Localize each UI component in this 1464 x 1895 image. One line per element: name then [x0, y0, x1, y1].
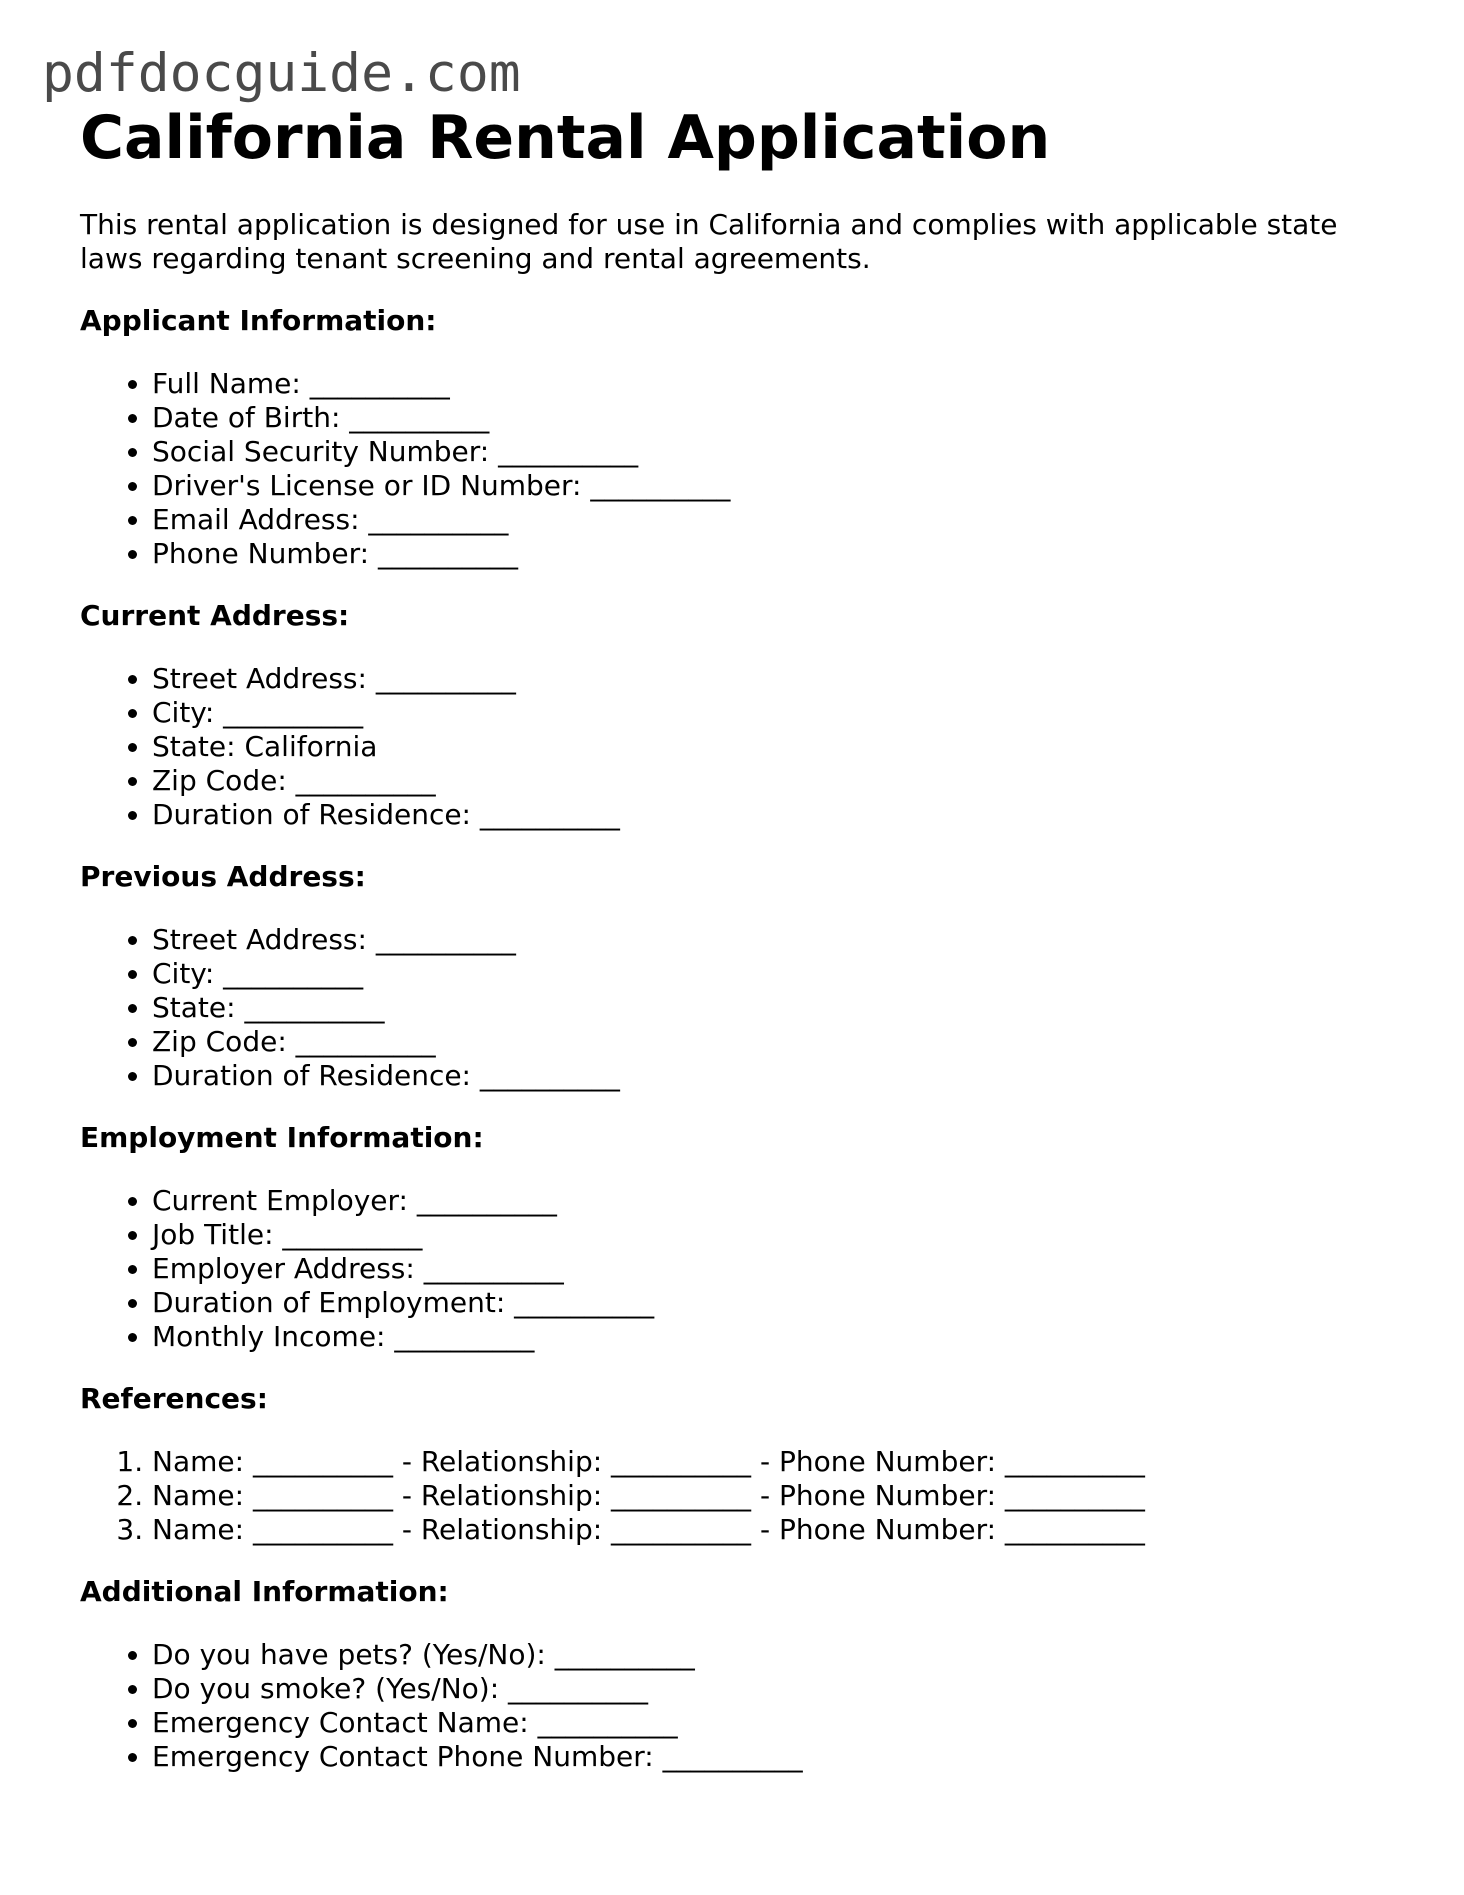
list-item: • Street Address: __________	[152, 662, 1410, 696]
list-item: • City: __________	[152, 957, 1410, 991]
intro-paragraph: This rental application is designed for use in California and complies with applicable state laws regarding tenant screening and rental agreements.	[80, 208, 1338, 275]
list-item: 2. Name: __________ - Relationship: __________ - Phone Number: __________	[152, 1479, 1410, 1513]
list-item: • Zip Code: __________	[152, 764, 1410, 798]
list-item: • Duration of Residence: __________	[152, 1059, 1410, 1093]
list-item: • Social Security Number: __________	[152, 435, 1410, 469]
page-title: California Rental Application	[80, 103, 1051, 173]
list-item: • Street Address: __________	[152, 923, 1410, 957]
list-item: • Driver's License or ID Number: __________	[152, 469, 1410, 503]
section-heading-employment: Employment Information:	[80, 1121, 484, 1154]
list-item: • Email Address: __________	[152, 503, 1410, 537]
previous-address-list	[80, 923, 1410, 1093]
applicant-list	[80, 367, 1410, 571]
section-heading-current-address: Current Address:	[80, 599, 350, 632]
list-item: • Zip Code: __________	[152, 1025, 1410, 1059]
list-item: • State: __________	[152, 991, 1410, 1025]
current-address-list	[80, 662, 1410, 832]
section-heading-references: References:	[80, 1382, 268, 1415]
section-heading-additional: Additional Information:	[80, 1575, 449, 1608]
list-item: 3. Name: __________ - Relationship: __________ - Phone Number: __________	[152, 1513, 1410, 1547]
list-item: • Duration of Employment: __________	[152, 1286, 1410, 1320]
section-heading-applicant: Applicant Information:	[80, 304, 437, 337]
list-item: • Job Title: __________	[152, 1218, 1410, 1252]
employment-list	[80, 1184, 1410, 1354]
list-item: • Phone Number: __________	[152, 537, 1410, 571]
list-item: • Do you have pets? (Yes/No): __________	[152, 1638, 1410, 1672]
list-item: • City: __________	[152, 696, 1410, 730]
list-item: • Emergency Contact Name: __________	[152, 1706, 1410, 1740]
section-heading-previous-address: Previous Address:	[80, 860, 366, 893]
references-list	[80, 1445, 1410, 1547]
document-content	[80, 98, 1410, 1774]
list-item: • Monthly Income: __________	[152, 1320, 1410, 1354]
list-item: • State: California	[152, 730, 1410, 764]
list-item: • Date of Birth: __________	[152, 401, 1410, 435]
list-item: • Full Name: __________	[152, 367, 1410, 401]
additional-list	[80, 1638, 1410, 1774]
list-item: • Employer Address: __________	[152, 1252, 1410, 1286]
list-item: 1. Name: __________ - Relationship: __________ - Phone Number: __________	[152, 1445, 1410, 1479]
list-item: • Current Employer: __________	[152, 1184, 1410, 1218]
list-item: • Duration of Residence: __________	[152, 798, 1410, 832]
site-watermark: pdfdocguide.com	[42, 43, 521, 104]
list-item: • Do you smoke? (Yes/No): __________	[152, 1672, 1410, 1706]
list-item: • Emergency Contact Phone Number: __________	[152, 1740, 1410, 1774]
